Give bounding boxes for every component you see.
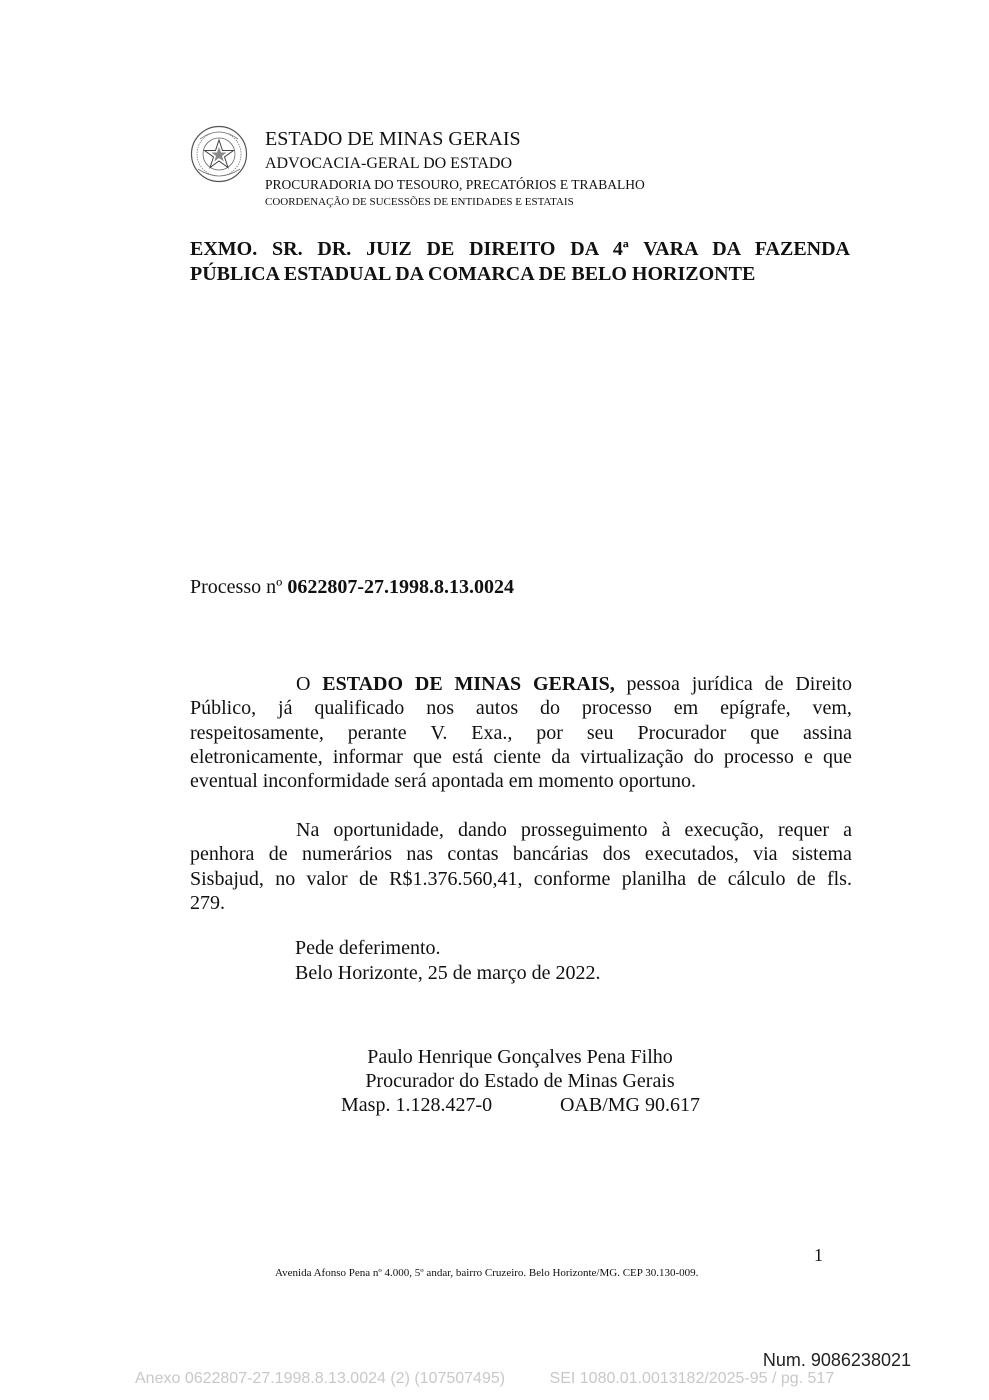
paragraph-line: eletronicamente, informar que está ciente da virtualização do processo e que (190, 745, 852, 768)
footer-sei: SEI 1080.01.0013182/2025-95 / pg. 517 (549, 1370, 835, 1387)
process-number-line (190, 576, 514, 599)
addressee-line-2: PÚBLICA ESTADUAL DA COMARCA DE BELO HORIZONTE (190, 263, 756, 285)
document-number: Num. 9086238021 (762, 1350, 911, 1370)
signer-registrations (340, 1093, 700, 1117)
closing-place-date: Belo Horizonte, 25 de março de 2022. (295, 962, 601, 984)
signer-title: Procurador do Estado de Minas Gerais (365, 1070, 675, 1092)
signer-name: Paulo Henrique Gonçalves Pena Filho (367, 1046, 673, 1068)
process-label: Processo nº (190, 576, 288, 598)
header-office: PROCURADORIA DO TESOURO, PRECATÓRIOS E TRABALHO (265, 177, 645, 192)
paragraph-line: O ESTADO DE MINAS GERAIS, pessoa jurídica de Direito (296, 673, 852, 695)
footer-address: Avenida Afonso Pena nº 4.000, 5º andar, bairro Cruzeiro. Belo Horizonte/MG. CEP 30.130-009. (275, 1267, 699, 1279)
paragraph-line: Público, já qualificado nos autos do processo em epígrafe, vem, (190, 697, 852, 720)
paragraph-1 (190, 672, 852, 793)
header-agency: ADVOCACIA-GERAL DO ESTADO (265, 155, 512, 172)
paragraph-line: Sisbajud, no valor de R$1.376.560,41, conforme planilha de cálculo de fls. (190, 867, 852, 890)
paragraph-line: Na oportunidade, dando prosseguimento à execução, requer a (296, 819, 852, 841)
paragraph-line: penhora de numerários nas contas bancárias dos executados, via sistema (190, 843, 852, 866)
process-number: 0622807-27.1998.8.13.0024 (287, 576, 514, 598)
paragraph-line: respeitosamente, perante V. Exa., por seu Procurador que assina (190, 721, 852, 744)
signer-masp: Masp. 1.128.427-0 (341, 1094, 493, 1116)
closing-request: Pede deferimento. (295, 937, 441, 959)
closing (295, 936, 600, 986)
signer-oab: OAB/MG 90.617 (559, 1094, 700, 1116)
state-seal-icon (190, 125, 248, 183)
addressee (190, 237, 850, 287)
header-coordination: COORDENAÇÃO DE SUCESSÕES DE ENTIDADES E ESTATAIS (265, 196, 574, 208)
paragraph-2 (190, 818, 852, 915)
addressee-line-1: EXMO. SR. DR. JUIZ DE DIREITO DA 4ª VARA DA FAZENDA (190, 238, 850, 260)
paragraph-line: 279. (190, 891, 225, 914)
footer-stamp (135, 1370, 834, 1388)
footer-annex: Anexo 0622807-27.1998.8.13.0024 (2) (107507495) (135, 1370, 506, 1387)
page-number: 1 (814, 1245, 823, 1265)
paragraph-line: eventual inconformidade será apontada em momento oportuno. (190, 770, 696, 793)
header-state: ESTADO DE MINAS GERAIS (265, 128, 521, 150)
signature-block (340, 1045, 700, 1117)
